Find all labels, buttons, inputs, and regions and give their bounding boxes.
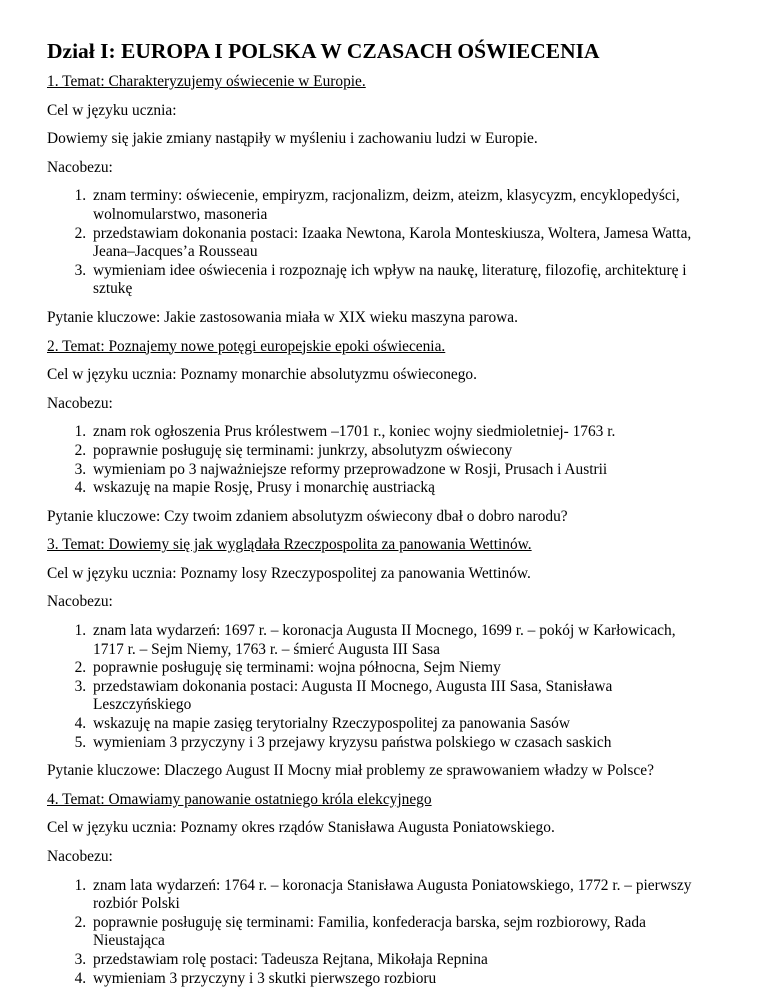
criteria-list	[47, 187, 708, 299]
lesson-goal-label: Cel w języku ucznia:	[47, 101, 177, 119]
list-item: 5. wymieniam 3 przyczyny i 3 przejawy kryzysu państwa polskiego w czasach saskich	[90, 734, 708, 753]
lesson-topic: 2. Temat: Poznajemy nowe potęgi europejskie epoki oświecenia.	[47, 337, 446, 355]
lesson-section-3	[47, 536, 708, 781]
list-item: 1. znam rok ogłoszenia Prus królestwem –1701 r., koniec wojny siedmioletniej- 1763 r.	[90, 423, 708, 442]
lesson-section-4	[47, 791, 708, 988]
list-item: 1. znam lata wydarzeń: 1764 r. – koronacja Stanisława Augusta Poniatowskiego, 1772 r. – pierwszy rozbiór Polski	[90, 877, 708, 914]
list-item: 2. poprawnie posługuję się terminami: junkrzy, absolutyzm oświecony	[90, 442, 708, 461]
lesson-topic: 3. Temat: Dowiemy się jak wyglądała Rzeczpospolita za panowania Wettinów.	[47, 536, 532, 554]
criteria-list	[47, 423, 708, 497]
lesson-section-2	[47, 338, 708, 527]
list-item: 1. znam terminy: oświecenie, empiryzm, racjonalizm, deizm, ateizm, klasycyzm, encyklopedyści, wolnomularstwo, masoneria	[90, 187, 708, 224]
list-item: 4. wskazuję na mapie zasięg terytorialny Rzeczypospolitej za panowania Sasów	[90, 715, 708, 734]
list-item: 3. wymieniam po 3 najważniejsze reformy przeprowadzone w Rosji, Prusach i Austrii	[90, 461, 708, 480]
list-item: 3. przedstawiam dokonania postaci: Augusta II Mocnego, Augusta III Sasa, Stanisława Leszczyńskiego	[90, 678, 708, 715]
list-item: 1. znam lata wydarzeń: 1697 r. – koronacja Augusta II Mocnego, 1699 r. – pokój w Karłowicach, 1717 r. – Sejm Niemy, 1763 r. – śmierć Augusta III Sasa	[90, 622, 708, 659]
lesson-topic: 4. Temat: Omawiamy panowanie ostatniego króla elekcyjnego	[47, 790, 432, 808]
list-item: 2. przedstawiam dokonania postaci: Izaaka Newtona, Karola Monteskiusza, Woltera, Jamesa Watta, Jeana–Jacques’a Rousseau	[90, 225, 708, 262]
list-item: 4. wymieniam 3 przyczyny i 3 skutki pierwszego rozbioru	[90, 970, 708, 989]
list-item: 4. wskazuję na mapie Rosję, Prusy i monarchię austriacką	[90, 479, 708, 498]
lesson-goal: Dowiemy się jakie zmiany nastąpiły w myśleniu i zachowaniu ludzi w Europie.	[47, 130, 538, 148]
lesson-goal: Cel w języku ucznia: Poznamy losy Rzeczypospolitej za panowania Wettinów.	[47, 564, 531, 582]
lesson-topic: 1. Temat: Charakteryzujemy oświecenie w Europie.	[47, 73, 366, 90]
lesson-goal: Cel w języku ucznia: Poznamy monarchie absolutyzmu oświeconego.	[47, 366, 477, 384]
list-item: 3. wymieniam idee oświecenia i rozpoznaję ich wpływ na naukę, literaturę, filozofię, architekturę i sztukę	[90, 262, 708, 299]
list-item: 2. poprawnie posługuję się terminami: wojna północna, Sejm Niemy	[90, 659, 708, 678]
list-item: 3. przedstawiam rolę postaci: Tadeusza Rejtana, Mikołaja Repnina	[90, 951, 708, 970]
key-question: Pytanie kluczowe: Dlaczego August II Mocny miał problemy ze sprawowaniem władzy w Polsce?	[47, 762, 654, 780]
lesson-goal: Cel w języku ucznia: Poznamy okres rządów Stanisława Augusta Poniatowskiego.	[47, 819, 555, 837]
criteria-label: Nacobezu:	[47, 593, 113, 611]
criteria-list	[47, 622, 708, 752]
document-title: Dział I: EUROPA I POLSKA W CZASACH OŚWIECENIA	[47, 39, 600, 63]
key-question: Pytanie kluczowe: Jakie zastosowania miała w XIX wieku maszyna parowa.	[47, 308, 518, 326]
criteria-list	[47, 877, 708, 989]
criteria-label: Nacobezu:	[47, 848, 113, 865]
lesson-section-1	[47, 73, 708, 328]
criteria-label: Nacobezu:	[47, 394, 113, 412]
list-item: 2. poprawnie posługuję się terminami: Familia, konfederacja barska, sejm rozbiorowy, Rada Nieustająca	[90, 914, 708, 951]
key-question: Pytanie kluczowe: Czy twoim zdaniem absolutyzm oświecony dbał o dobro narodu?	[47, 507, 568, 525]
criteria-label: Nacobezu:	[47, 158, 113, 176]
